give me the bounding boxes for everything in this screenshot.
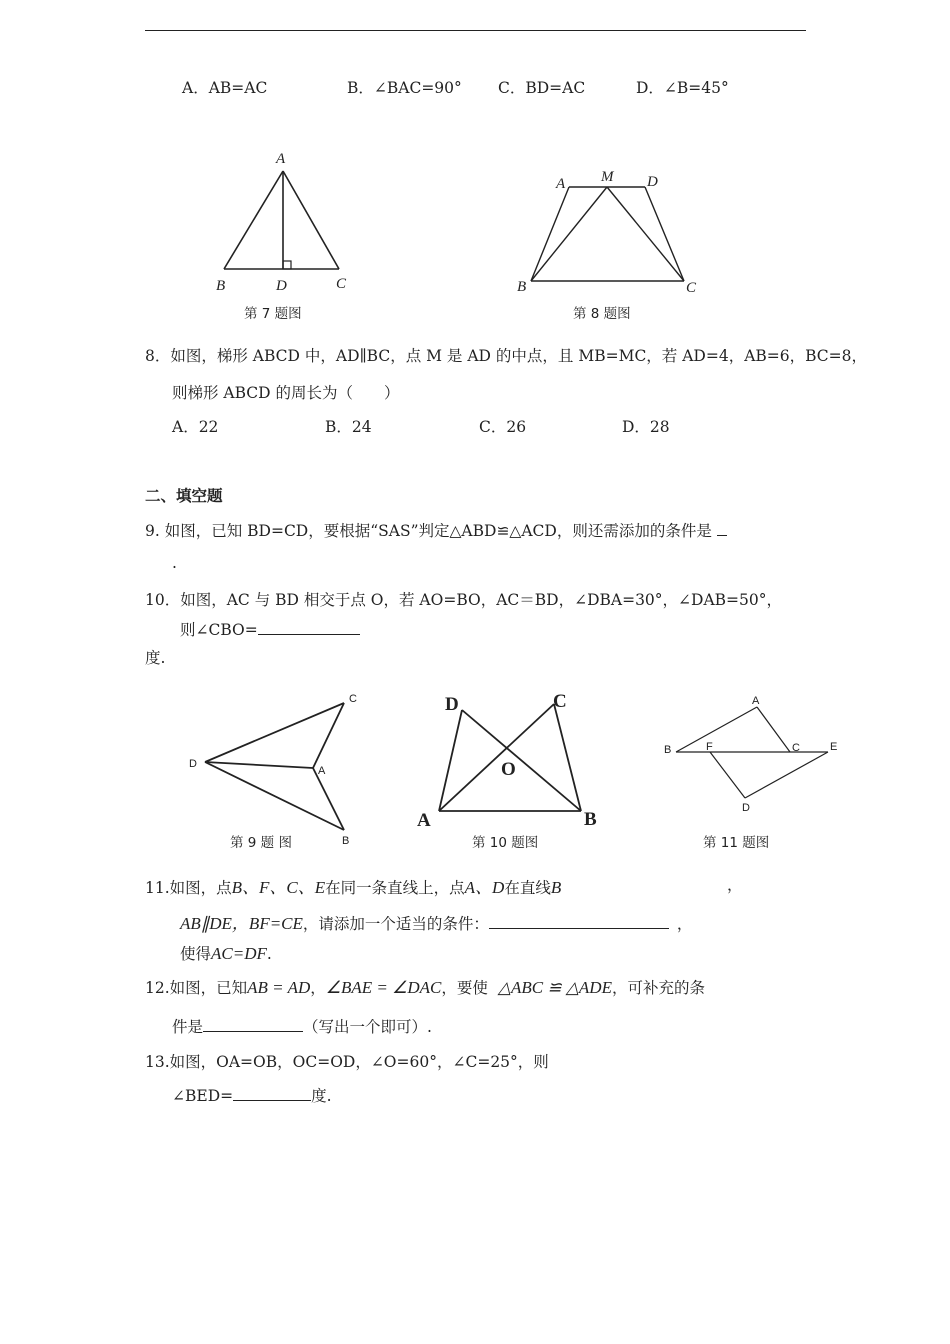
fig10-label-c: C bbox=[553, 691, 567, 712]
fig7-right-angle bbox=[283, 261, 291, 269]
q8-line2: 则梯形 ABCD 的周长为（ ） bbox=[172, 384, 400, 402]
fig9-segment-ab bbox=[313, 768, 344, 830]
q11-line1 bbox=[145, 873, 561, 898]
q11-text-6: 使得 bbox=[180, 945, 212, 963]
q11-points-1: B、F、C、E bbox=[231, 878, 326, 897]
fig10-segment-da bbox=[439, 710, 462, 811]
fig11-label-e: E bbox=[830, 741, 838, 753]
q11-text-3: 在直线 bbox=[504, 879, 551, 897]
top-rule bbox=[145, 30, 806, 31]
q11-points-3: B bbox=[550, 878, 562, 897]
q7-option-c: C．BD=AC bbox=[498, 79, 586, 97]
q12-line2 bbox=[172, 1015, 432, 1037]
fig7-label-b: B bbox=[216, 278, 226, 294]
fig10-segment-cb bbox=[554, 704, 581, 811]
q12-math-2: ∠BAE = ∠DAC bbox=[325, 978, 442, 997]
q13-text-1: ∠BED= bbox=[172, 1087, 234, 1105]
figure-10 bbox=[410, 688, 610, 838]
fig7-side-ab bbox=[224, 171, 283, 269]
q11-points-2: A、D bbox=[464, 878, 505, 897]
q8-option-c: C．26 bbox=[479, 418, 527, 436]
q13-answer-blank[interactable] bbox=[233, 1100, 311, 1101]
q12-text-6: （写出一个即可）. bbox=[303, 1018, 432, 1036]
q13-line1: 13.如图，OA=OB，OC=OD，∠O=60°，∠C=25°，则 bbox=[145, 1053, 549, 1071]
q10-text: 则∠CBO= bbox=[180, 621, 258, 639]
q8-option-d: D．28 bbox=[622, 418, 670, 436]
q11-line2 bbox=[180, 909, 692, 934]
q7-option-a: A．AB=AC bbox=[182, 79, 268, 97]
q12-text-1: 12.如图，已知 bbox=[145, 979, 248, 997]
fig10-caption: 第 10 题图 bbox=[472, 835, 539, 851]
q11-text-5: ， bbox=[676, 915, 693, 933]
fig9-label-b: B bbox=[342, 835, 350, 847]
fig11-segment-fd bbox=[710, 752, 745, 798]
q11-line1-end: ， bbox=[727, 876, 743, 894]
fig9-caption: 第 9 题 图 bbox=[230, 835, 292, 851]
fig7-caption: 第 7 题图 bbox=[244, 306, 302, 322]
fig10-segment-ca bbox=[439, 704, 554, 811]
q11-text-2: 在同一条直线上，点 bbox=[325, 879, 465, 897]
q10-answer-blank[interactable] bbox=[258, 634, 360, 635]
q11-text-4: ，请添加一个适当的条件： bbox=[302, 915, 489, 933]
section-title: 二、填空题 bbox=[145, 487, 223, 505]
figure-11 bbox=[660, 690, 850, 820]
fig7-label-d: D bbox=[276, 278, 287, 294]
fig9-label-a: A bbox=[318, 765, 326, 777]
fig11-label-f: F bbox=[706, 741, 713, 753]
fig10-label-a: A bbox=[417, 810, 431, 831]
q12-answer-blank[interactable] bbox=[203, 1031, 303, 1032]
q12-math-1: AB = AD bbox=[247, 978, 311, 997]
fig11-caption: 第 11 题图 bbox=[703, 835, 770, 851]
fig8-caption: 第 8 题图 bbox=[573, 306, 631, 322]
fig9-label-c: C bbox=[349, 693, 357, 705]
fig11-segment-ba bbox=[676, 707, 757, 752]
q10-line2 bbox=[180, 618, 360, 640]
fig8-label-c: C bbox=[686, 280, 697, 296]
fig9-segment-da bbox=[205, 762, 313, 768]
q7-option-d: D．∠B=45° bbox=[636, 79, 729, 97]
q13-text-2: 度. bbox=[311, 1087, 332, 1105]
figure-9 bbox=[180, 688, 380, 848]
q11-goal: AC=DF bbox=[211, 944, 267, 963]
fig8-label-b: B bbox=[517, 279, 527, 295]
fig9-segment-ca bbox=[313, 703, 344, 768]
q9-line1 bbox=[145, 519, 727, 541]
q8-option-b: B．24 bbox=[325, 418, 372, 436]
q7-option-b: B．∠BAC=90° bbox=[347, 79, 462, 97]
q12-line1 bbox=[145, 976, 705, 998]
fig8-segment-mc bbox=[607, 187, 684, 281]
figure-8 bbox=[512, 168, 712, 298]
q8-option-a: A．22 bbox=[172, 418, 219, 436]
fig7-label-a: A bbox=[276, 151, 286, 167]
q11-answer-blank[interactable] bbox=[489, 928, 669, 929]
fig10-label-d: D bbox=[445, 694, 459, 715]
q12-text-2: ， bbox=[310, 979, 326, 997]
q11-text-1: 11.如图，点 bbox=[145, 879, 232, 897]
fig8-label-d: D bbox=[647, 174, 658, 190]
q11-given: AB∥DE，BF=CE bbox=[180, 914, 303, 933]
fig9-segment-dc bbox=[205, 703, 344, 762]
fig11-label-d: D bbox=[742, 802, 750, 814]
fig7-label-c: C bbox=[336, 276, 347, 292]
q10-line3: 度. bbox=[145, 649, 166, 667]
figure-7 bbox=[210, 145, 370, 295]
fig10-segment-db bbox=[462, 710, 581, 811]
fig10-label-o: O bbox=[501, 759, 516, 780]
q9-line2: . bbox=[172, 554, 177, 572]
q8-line1: 8．如图，梯形 ABCD 中，AD∥BC，点 M 是 AD 的中点，且 MB=MC，若 AD=4，AB=6，BC=8， bbox=[145, 347, 868, 365]
fig11-segment-de bbox=[745, 752, 828, 798]
fig11-segment-ac bbox=[757, 707, 790, 752]
q12-text-5: 件是 bbox=[172, 1018, 204, 1036]
q13-line2 bbox=[172, 1084, 332, 1106]
fig11-label-a: A bbox=[752, 695, 760, 707]
fig8-segment-mb bbox=[531, 187, 607, 281]
q11-line3 bbox=[180, 942, 272, 964]
fig8-label-m: M bbox=[601, 169, 614, 185]
fig9-label-d: D bbox=[189, 758, 197, 770]
q12-text-3: ，要使 bbox=[441, 979, 488, 997]
q10-line1: 10．如图，AC 与 BD 相交于点 O，若 AO=BO，AC＝BD，∠DBA=30°，∠DAB=50°， bbox=[145, 591, 782, 609]
fig8-side-ab bbox=[531, 187, 569, 281]
fig11-label-b: B bbox=[664, 744, 672, 756]
q11-text-7: . bbox=[266, 945, 272, 963]
fig10-label-b: B bbox=[584, 809, 597, 830]
fig8-side-dc bbox=[645, 187, 684, 281]
q12-math-3: △ABC ≌ △ADE bbox=[497, 978, 612, 997]
q9-text: 9. 如图，已知 BD=CD，要根据“SAS”判定△ABD≌△ACD，则还需添加的条件是 bbox=[145, 522, 717, 540]
fig11-label-c: C bbox=[792, 742, 800, 754]
q12-text-4: ，可补充的条 bbox=[611, 979, 705, 997]
fig8-label-a: A bbox=[556, 176, 566, 192]
q9-answer-blank[interactable] bbox=[717, 535, 727, 536]
fig7-side-ac bbox=[283, 171, 339, 269]
